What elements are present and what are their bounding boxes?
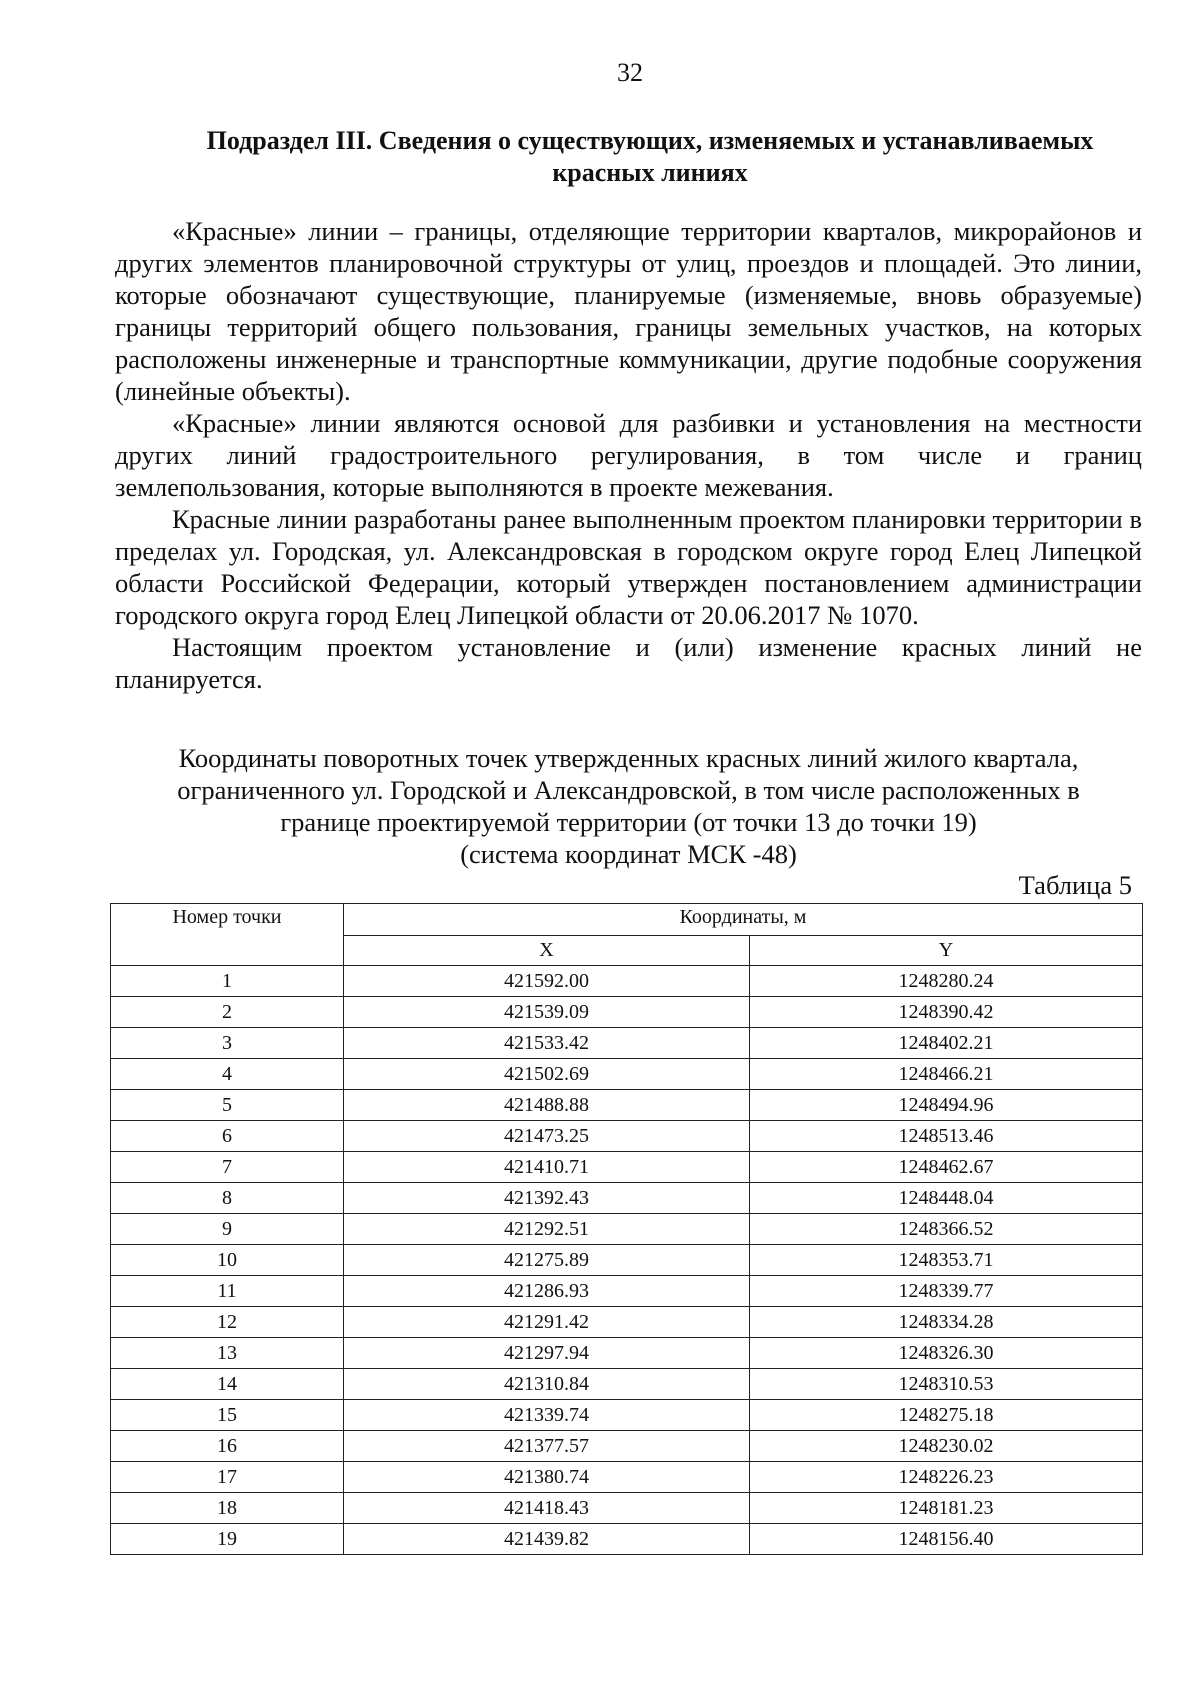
caption-line-3: границе проектируемой территории (от точки 13 до точки 19)	[280, 807, 977, 837]
cell-y: 1248390.42	[750, 997, 1143, 1028]
cell-x: 421533.42	[344, 1028, 750, 1059]
table-row	[111, 1276, 1143, 1307]
table-row	[111, 1152, 1143, 1183]
caption-line-2: ограниченного ул. Городской и Александровской, в том числе расположенных в	[177, 775, 1080, 805]
cell-x: 421473.25	[344, 1121, 750, 1152]
table-row	[111, 1214, 1143, 1245]
cell-point-number: 8	[111, 1183, 344, 1214]
table-row	[111, 1493, 1143, 1524]
cell-y: 1248494.96	[750, 1090, 1143, 1121]
table-row	[111, 1090, 1143, 1121]
cell-x: 421292.51	[344, 1214, 750, 1245]
cell-x: 421488.88	[344, 1090, 750, 1121]
table-row	[111, 1028, 1143, 1059]
cell-x: 421502.69	[344, 1059, 750, 1090]
cell-point-number: 3	[111, 1028, 344, 1059]
paragraph-2: «Красные» линии являются основой для разбивки и установления на местности других линий градостроительного регулирования, в том числе и границ землепользования, которые выполняются в проекте межевания.	[115, 408, 1142, 502]
cell-y: 1248326.30	[750, 1338, 1143, 1369]
cell-y: 1248181.23	[750, 1493, 1143, 1524]
cell-y: 1248466.21	[750, 1059, 1143, 1090]
cell-x: 421291.42	[344, 1307, 750, 1338]
cell-y: 1248353.71	[750, 1245, 1143, 1276]
section-heading-line-2: красных линиях	[552, 158, 748, 187]
cell-point-number: 10	[111, 1245, 344, 1276]
header-x: X	[344, 936, 750, 966]
table-row	[111, 997, 1143, 1028]
cell-point-number: 12	[111, 1307, 344, 1338]
table-row	[111, 1338, 1143, 1369]
table-row	[111, 1431, 1143, 1462]
table-caption	[115, 742, 1142, 870]
cell-x: 421410.71	[344, 1152, 750, 1183]
caption-line-1: Координаты поворотных точек утвержденных красных линий жилого квартала,	[178, 743, 1079, 773]
cell-x: 421297.94	[344, 1338, 750, 1369]
table-row	[111, 1059, 1143, 1090]
cell-y: 1248280.24	[750, 966, 1143, 997]
table-row	[111, 1524, 1143, 1555]
cell-point-number: 15	[111, 1400, 344, 1431]
cell-y: 1248275.18	[750, 1400, 1143, 1431]
cell-point-number: 2	[111, 997, 344, 1028]
cell-x: 421418.43	[344, 1493, 750, 1524]
table-row	[111, 1369, 1143, 1400]
cell-point-number: 6	[111, 1121, 344, 1152]
cell-point-number: 16	[111, 1431, 344, 1462]
body-text	[115, 215, 1142, 695]
cell-y: 1248226.23	[750, 1462, 1143, 1493]
cell-point-number: 13	[111, 1338, 344, 1369]
cell-y: 1248366.52	[750, 1214, 1143, 1245]
cell-y: 1248339.77	[750, 1276, 1143, 1307]
table-row	[111, 966, 1143, 997]
cell-y: 1248334.28	[750, 1307, 1143, 1338]
cell-x: 421380.74	[344, 1462, 750, 1493]
table-row	[111, 1245, 1143, 1276]
paragraph-1: «Красные» линии – границы, отделяющие территории кварталов, микрорайонов и других элементов планировочной структуры от улиц, проездов и площадей. Это линии, которые обозначают существующие, планируемые (изменяемые, вновь образуемые) границы территорий общего пользования, границы земельных участков, на которых расположены инженерные и транспортные коммуникации, другие подобные сооружения (линейные объекты).	[115, 216, 1142, 406]
cell-point-number: 17	[111, 1462, 344, 1493]
cell-y: 1248156.40	[750, 1524, 1143, 1555]
header-point-number: Номер точки	[111, 904, 344, 966]
cell-x: 421286.93	[344, 1276, 750, 1307]
table-row	[111, 1307, 1143, 1338]
cell-x: 421339.74	[344, 1400, 750, 1431]
cell-point-number: 18	[111, 1493, 344, 1524]
cell-y: 1248513.46	[750, 1121, 1143, 1152]
header-y: Y	[750, 936, 1143, 966]
cell-point-number: 19	[111, 1524, 344, 1555]
table-row	[111, 1400, 1143, 1431]
cell-y: 1248310.53	[750, 1369, 1143, 1400]
cell-x: 421539.09	[344, 997, 750, 1028]
cell-y: 1248230.02	[750, 1431, 1143, 1462]
cell-point-number: 14	[111, 1369, 344, 1400]
page-number: 32	[617, 58, 643, 87]
cell-y: 1248462.67	[750, 1152, 1143, 1183]
cell-point-number: 5	[111, 1090, 344, 1121]
cell-x: 421310.84	[344, 1369, 750, 1400]
table-label: Таблица 5	[1018, 870, 1132, 900]
cell-point-number: 11	[111, 1276, 344, 1307]
cell-point-number: 9	[111, 1214, 344, 1245]
cell-x: 421275.89	[344, 1245, 750, 1276]
paragraph-4: Настоящим проектом установление и (или) изменение красных линий не планируется.	[115, 632, 1142, 694]
cell-x: 421377.57	[344, 1431, 750, 1462]
cell-y: 1248448.04	[750, 1183, 1143, 1214]
table-row	[111, 1462, 1143, 1493]
cell-x: 421439.82	[344, 1524, 750, 1555]
cell-x: 421392.43	[344, 1183, 750, 1214]
cell-point-number: 1	[111, 966, 344, 997]
paragraph-3: Красные линии разработаны ранее выполненным проектом планировки территории в пределах ул. Городская, ул. Александровская в городском округе город Елец Липецкой области Российской Федерации, который утвержден постановлением администрации городского округа город Елец Липецкой области от 20.06.2017 № 1070.	[115, 504, 1142, 630]
cell-point-number: 4	[111, 1059, 344, 1090]
cell-x: 421592.00	[344, 966, 750, 997]
caption-line-4: (система координат МСК -48)	[460, 839, 797, 869]
header-coordinates: Координаты, м	[344, 904, 1143, 936]
cell-y: 1248402.21	[750, 1028, 1143, 1059]
table-row	[111, 1183, 1143, 1214]
section-heading	[160, 125, 1140, 189]
section-heading-line-1: Подраздел III. Сведения о существующих, изменяемых и устанавливаемых	[206, 126, 1094, 155]
cell-point-number: 7	[111, 1152, 344, 1183]
table-row	[111, 1121, 1143, 1152]
coordinates-table	[110, 903, 1143, 1555]
coordinates-table-body	[111, 966, 1143, 1555]
